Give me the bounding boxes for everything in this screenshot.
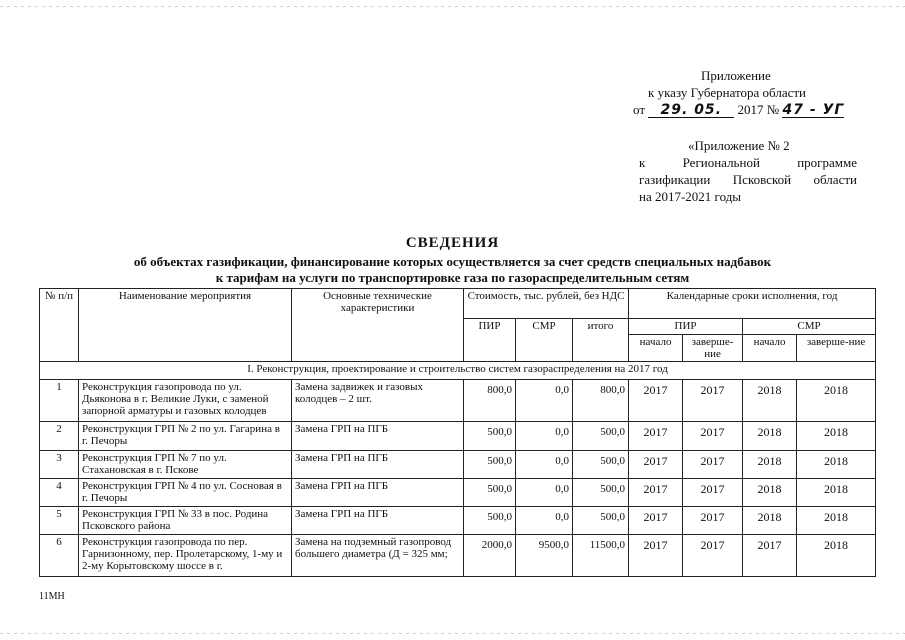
cell-smr-end: 2018 (797, 507, 876, 535)
cell-pir-end: 2017 (683, 479, 743, 507)
objects-table (39, 288, 876, 577)
cell-num: 3 (40, 451, 79, 479)
cell-pir-start: 2017 (629, 380, 683, 422)
table-row (40, 422, 876, 451)
header-smr: СМР (516, 319, 573, 362)
cell-smr-start: 2018 (743, 479, 797, 507)
cell-pir: 2000,0 (464, 535, 516, 577)
cell-name: Реконструкция ГРП № 7 по ул. Стахановская в г. Пскове (79, 451, 292, 479)
cell-num: 6 (40, 535, 79, 577)
cell-smr-start: 2018 (743, 380, 797, 422)
cell-total: 800,0 (573, 380, 629, 422)
cell-pir-start: 2017 (629, 479, 683, 507)
header-smr-terms: СМР (743, 319, 876, 335)
cell-pir-end: 2017 (683, 422, 743, 451)
header-pir-terms: ПИР (629, 319, 743, 335)
cell-pir: 500,0 (464, 422, 516, 451)
cell-pir-end: 2017 (683, 451, 743, 479)
footer-code: 11МН (39, 591, 65, 602)
header-smr-start: начало (743, 335, 797, 362)
cell-smr: 0,0 (516, 451, 573, 479)
handwritten-date: 29. 05. (648, 102, 734, 118)
cell-pir-end: 2017 (683, 535, 743, 577)
cell-smr-start: 2017 (743, 535, 797, 577)
cell-name: Реконструкция газопровода по пер. Гарнизонному, пер. Пролетарскому, 1-му и 2-му Корытовскому шоссе в г. (79, 535, 292, 577)
table-row (40, 535, 876, 577)
cell-pir-start: 2017 (629, 451, 683, 479)
header-terms: Календарные сроки исполнения, год (629, 289, 876, 319)
cell-pir-end: 2017 (683, 507, 743, 535)
date-year: 2017 № (737, 102, 780, 117)
appendix2-word: Региональной (682, 155, 760, 170)
cell-smr: 9500,0 (516, 535, 573, 577)
cell-total: 500,0 (573, 479, 629, 507)
cell-smr: 0,0 (516, 507, 573, 535)
header-pir-end: заверше-ние (683, 335, 743, 362)
cell-pir-start: 2017 (629, 422, 683, 451)
appendix-title: Приложение (701, 68, 771, 83)
cell-total: 500,0 (573, 451, 629, 479)
cell-smr: 0,0 (516, 422, 573, 451)
appendix2-line1: «Приложение № 2 (688, 138, 790, 153)
cell-smr-end: 2018 (797, 422, 876, 451)
appendix2-word: области (813, 172, 857, 187)
cell-smr: 0,0 (516, 479, 573, 507)
header-smr-end: заверше-ние (797, 335, 876, 362)
cell-pir-start: 2017 (629, 535, 683, 577)
scan-edge-bottom (0, 633, 905, 634)
appendix2-line3 (639, 171, 857, 188)
header-row-1 (40, 289, 876, 319)
scan-edge-top (0, 6, 905, 7)
cell-num: 1 (40, 380, 79, 422)
cell-num: 5 (40, 507, 79, 535)
cell-smr: 0,0 (516, 380, 573, 422)
cell-smr-start: 2018 (743, 422, 797, 451)
cell-pir: 800,0 (464, 380, 516, 422)
cell-smr-end: 2018 (797, 479, 876, 507)
appendix-decree: к указу Губернатора области (648, 85, 807, 100)
header-pir-start: начало (629, 335, 683, 362)
appendix2-word: газификации (639, 172, 711, 187)
cell-total: 500,0 (573, 507, 629, 535)
cell-name: Реконструкция газопровода по ул. Дьяконова в г. Великие Луки, с заменой запорной арматуры и газовых колодцев (79, 380, 292, 422)
handwritten-number: 47 - УГ (782, 102, 845, 118)
cell-smr-end: 2018 (797, 451, 876, 479)
section-title: I. Реконструкция, проектирование и строительство систем газораспределения на 2017 год (40, 362, 876, 380)
header-num: № п/п (40, 289, 79, 362)
appendix-date-row (633, 102, 844, 118)
cell-smr-end: 2018 (797, 380, 876, 422)
appendix2-word: программе (797, 155, 857, 170)
appendix2-word: к (639, 155, 646, 170)
table-row (40, 479, 876, 507)
header-pir: ПИР (464, 319, 516, 362)
cell-smr-end: 2018 (797, 535, 876, 577)
appendix2-word: Псковской (732, 172, 792, 187)
appendix2-line2 (639, 154, 857, 171)
cell-pir: 500,0 (464, 479, 516, 507)
table-row (40, 380, 876, 422)
cell-smr-start: 2018 (743, 507, 797, 535)
table-row (40, 451, 876, 479)
date-prefix: от (633, 102, 646, 117)
appendix2-block (639, 137, 857, 205)
cell-specs: Замена ГРП на ПГБ (292, 451, 464, 479)
cell-specs: Замена ГРП на ПГБ (292, 507, 464, 535)
header-total: итого (573, 319, 629, 362)
header-specs: Основные технические характеристики (292, 289, 464, 362)
cell-pir: 500,0 (464, 451, 516, 479)
header-name: Наименование мероприятия (79, 289, 292, 362)
document-subtitle-line1: об объектах газификации, финансирование которых осуществляется за счет средств специальных надбавок (133, 254, 772, 269)
cell-specs: Замена ГРП на ПГБ (292, 479, 464, 507)
cell-specs: Замена ГРП на ПГБ (292, 422, 464, 451)
appendix2-line4: на 2017-2021 годы (639, 189, 742, 204)
cell-pir-start: 2017 (629, 507, 683, 535)
document-subtitle-line2: к тарифам на услуги по транспортировке газа по газораспределительным сетям (215, 270, 690, 285)
cell-total: 500,0 (573, 422, 629, 451)
cell-name: Реконструкция ГРП № 2 по ул. Гагарина в г. Печоры (79, 422, 292, 451)
cell-pir-end: 2017 (683, 380, 743, 422)
cell-specs: Замена на подземный газопровод большего диаметра (Д = 325 мм; (292, 535, 464, 577)
header-cost: Стоимость, тыс. рублей, без НДС (464, 289, 629, 319)
cell-smr-start: 2018 (743, 451, 797, 479)
cell-num: 4 (40, 479, 79, 507)
document-title: СВЕДЕНИЯ (405, 235, 500, 251)
section-row (40, 362, 876, 380)
table-row (40, 507, 876, 535)
cell-name: Реконструкция ГРП № 4 по ул. Сосновая в г. Печоры (79, 479, 292, 507)
cell-specs: Замена задвижек и газовых колодцев – 2 шт. (292, 380, 464, 422)
cell-total: 11500,0 (573, 535, 629, 577)
cell-num: 2 (40, 422, 79, 451)
cell-name: Реконструкция ГРП № 33 в пос. Родина Псковского района (79, 507, 292, 535)
cell-pir: 500,0 (464, 507, 516, 535)
